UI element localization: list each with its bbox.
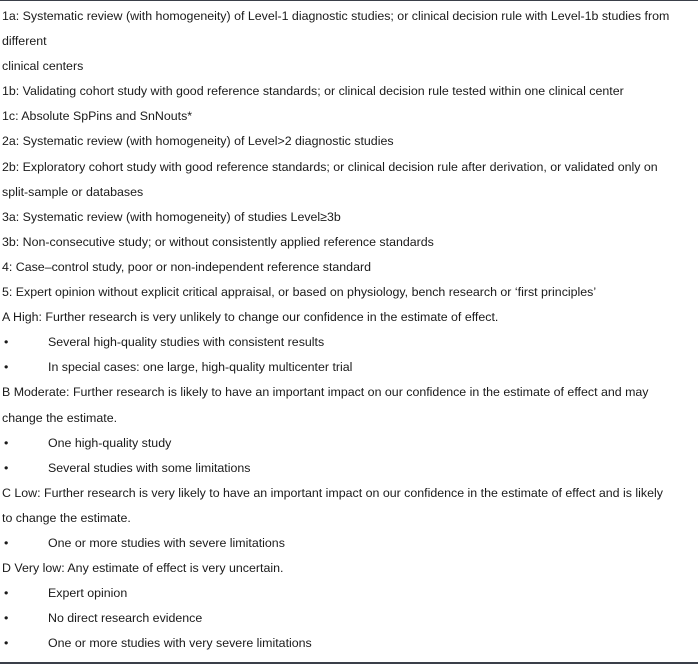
bullet-icon: •: [4, 360, 9, 375]
list-item: [2, 631, 694, 656]
bullet-icon: •: [4, 636, 9, 651]
level-1a-line: clinical centers: [2, 59, 84, 74]
list-item-text: Several studies with some limitations: [48, 460, 251, 475]
grade-b-heading: B Moderate: Further research is likely to have an important impact on our confidence in the estimate of effect and may: [2, 385, 649, 400]
bullet-icon: •: [4, 586, 9, 601]
grade-c-heading: C Low: Further research is very likely to have an important impact on our confidence in the estimate of effect and is likely: [2, 485, 663, 500]
list-item: [2, 431, 694, 456]
grade-d-heading: D Very low: Any estimate of effect is very uncertain.: [2, 561, 284, 576]
list-item: [2, 330, 694, 355]
evidence-table-cell: [0, 4, 698, 656]
level-2a-line: 2a: Systematic review (with homogeneity) of Level>2 diagnostic studies: [2, 134, 394, 149]
list-item-text: One or more studies with very severe limitations: [48, 636, 312, 651]
bullet-icon: •: [4, 460, 9, 475]
list-item-text: Expert opinion: [48, 586, 128, 601]
level-1a-line: 1a: Systematic review (with homogeneity) of Level-1 diagnostic studies; or clinical decision rule with Level-1b studies from: [2, 9, 670, 23]
level-4-line: 4: Case–control study, poor or non-independent reference standard: [2, 259, 371, 274]
list-item-text: Several high-quality studies with consistent results: [48, 335, 325, 350]
list-item: [2, 456, 694, 481]
grade-b-heading: change the estimate.: [2, 410, 118, 425]
level-3b-line: 3b: Non-consecutive study; or without consistently applied reference standards: [2, 234, 434, 249]
list-item: [2, 606, 694, 631]
list-item: [2, 355, 694, 380]
list-item-text: One high-quality study: [48, 435, 172, 450]
level-3a-line: 3a: Systematic review (with homogeneity) of studies Level≥3b: [2, 209, 341, 224]
level-2b-line: split-sample or databases: [2, 184, 144, 199]
grade-c-heading: to change the estimate.: [2, 510, 131, 525]
list-item: [2, 581, 694, 606]
bullet-icon: •: [4, 611, 9, 626]
level-2b-line: 2b: Exploratory cohort study with good reference standards; or clinical decision rule after derivation, or validated only on: [2, 159, 658, 174]
level-1c-line: 1c: Absolute SpPins and SnNouts*: [2, 109, 193, 124]
list-item-text: In special cases: one large, high-quality multicenter trial: [48, 360, 353, 375]
level-1a-line: different: [2, 34, 47, 49]
list-item: [2, 531, 694, 556]
level-5-line: 5: Expert opinion without explicit critical appraisal, or based on physiology, bench research or ‘first principles’: [2, 285, 597, 300]
bullet-icon: •: [4, 335, 9, 350]
list-item-text: No direct research evidence: [48, 611, 203, 626]
grade-a-heading: A High: Further research is very unlikely to change our confidence in the estimate of effect.: [2, 310, 499, 325]
bullet-icon: •: [4, 435, 9, 450]
bullet-icon: •: [4, 535, 9, 550]
list-item-text: One or more studies with severe limitations: [48, 535, 285, 550]
level-1b-line: 1b: Validating cohort study with good reference standards; or clinical decision rule tested within one clinical center: [2, 84, 624, 99]
